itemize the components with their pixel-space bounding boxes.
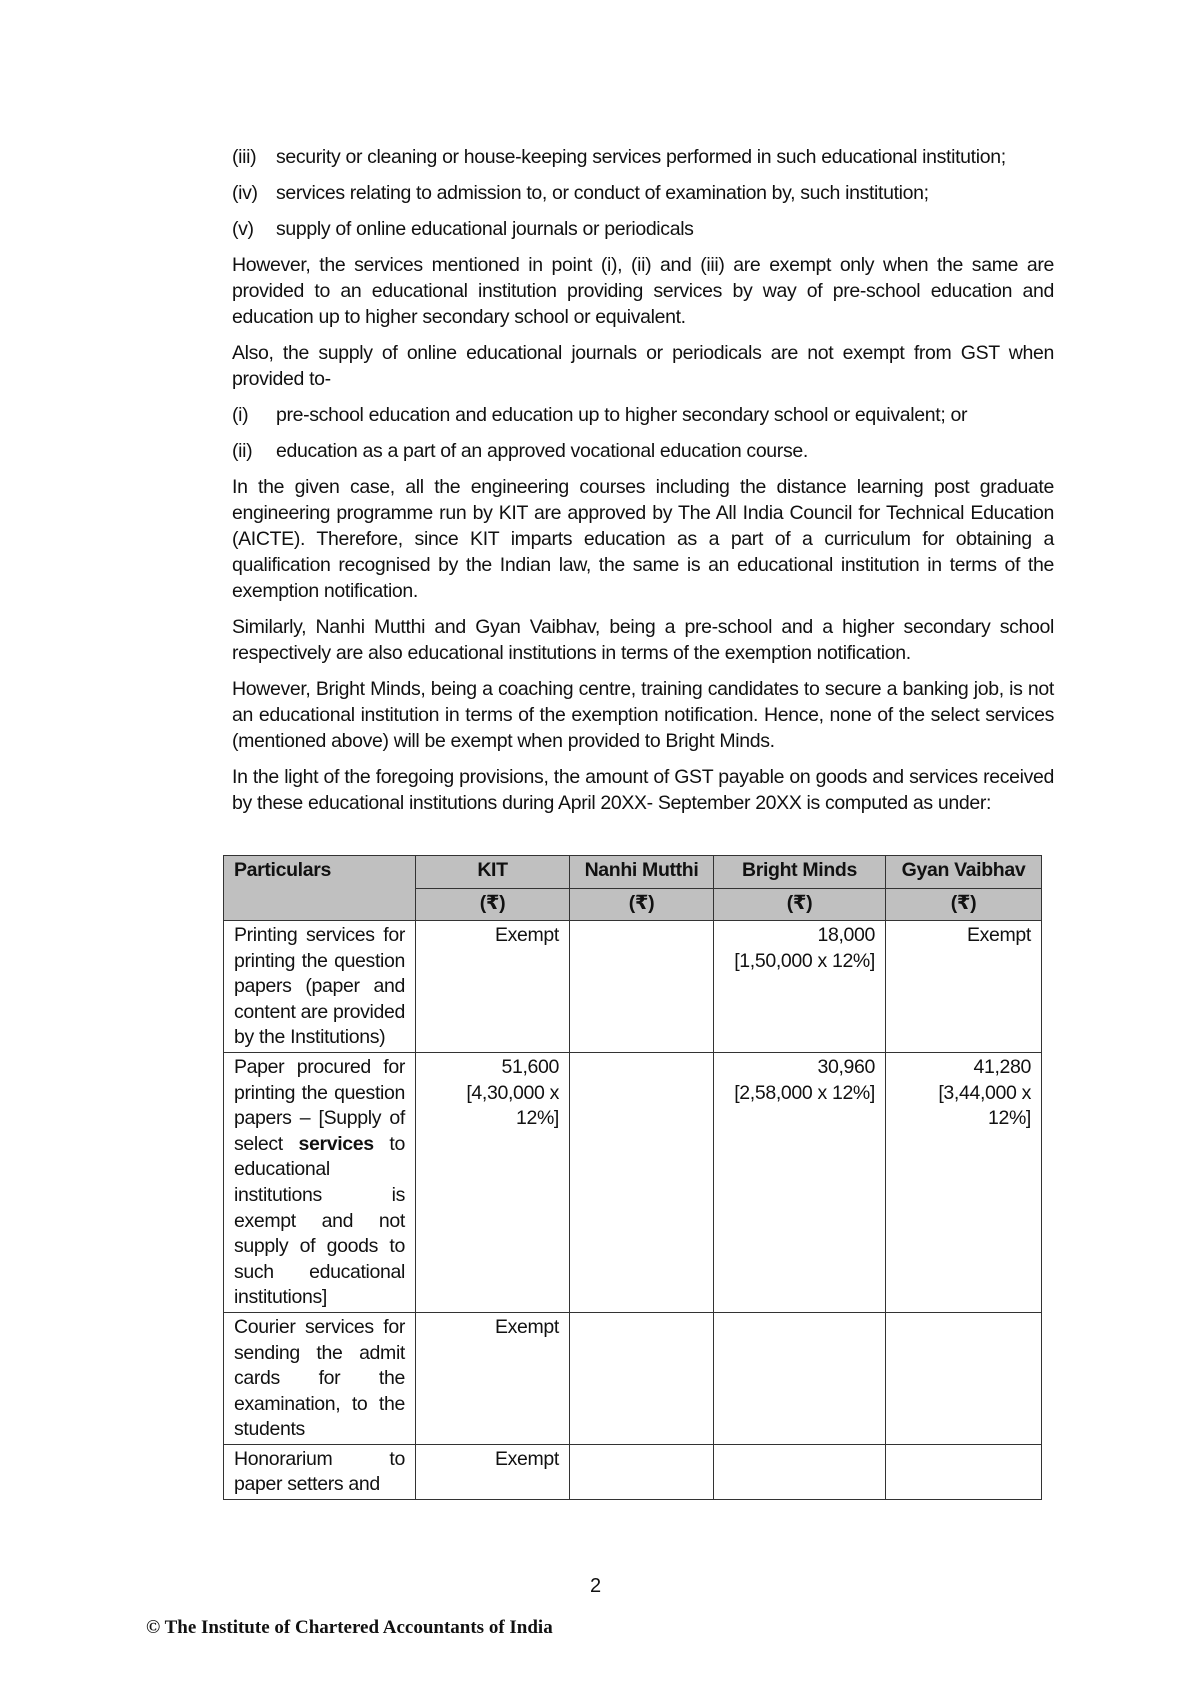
kit-cell [416, 1444, 570, 1499]
list-item [232, 438, 1054, 464]
gyan-cell [886, 1444, 1042, 1499]
list-number: (iv) [232, 182, 258, 204]
gyan-value: Exempt [966, 924, 1031, 946]
unit-label: (₹) [886, 889, 1042, 921]
footer-copyright: © The Institute of Chartered Accountants of India [146, 1617, 553, 1638]
kit-cell [416, 1052, 570, 1312]
kit-cell [416, 1312, 570, 1444]
nanhi-cell [570, 1312, 714, 1444]
paragraph-kit: In the given case, all the engineering courses including the distance learning post graduate engineering programme run by KIT are approved by The All India Council for Technical Education (AICTE). Therefore, since KIT imparts education as a part of a curriculum for obtaining a qualification recognised by the Indian law, the same is an educational institution in terms of the exemption notification. [232, 476, 1054, 602]
particulars-cell: Courier services for sending the admit cards for the examination, to the students [224, 1312, 416, 1444]
list-number: (ii) [232, 440, 253, 462]
list-text: pre-school education and education up to higher secondary school or equivalent; or [276, 404, 968, 426]
paragraph-journals: Also, the supply of online educational journals or periodicals are not exempt from GST when provided to- [232, 342, 1054, 390]
gyan-cell [886, 921, 1042, 1053]
bright-cell [714, 1052, 886, 1312]
particulars-cell: Printing services for printing the question papers (paper and content are provided by the Institutions) [224, 921, 416, 1053]
table-row [224, 1444, 1042, 1499]
kit-cell [416, 921, 570, 1053]
document-body [232, 144, 1054, 826]
unit-label: (₹) [416, 889, 570, 921]
list-item [232, 144, 1054, 170]
list-item [232, 180, 1054, 206]
list-item [232, 216, 1054, 242]
gyan-cell [886, 1312, 1042, 1444]
bright-calculation: [2,58,000 x 12%] [734, 1081, 875, 1104]
nanhi-cell [570, 1052, 714, 1312]
particulars-text: to educational institutions is exempt and not supply of goods to such educational institutions] [234, 1132, 405, 1309]
list-number: (v) [232, 218, 254, 240]
particulars-emphasis: services [298, 1132, 374, 1155]
particulars-cell [224, 1052, 416, 1312]
list-text: education as a part of an approved vocational education course. [276, 440, 808, 462]
bright-value: 30,960 [817, 1055, 875, 1078]
header-bright-minds: Bright Minds [714, 856, 886, 889]
table-row [224, 1052, 1042, 1312]
page-number: 2 [589, 1575, 602, 1597]
paragraph-bright-minds: However, Bright Minds, being a coaching centre, training candidates to secure a banking job, is not an educational institution in terms of the exemption notification. Hence, none of the select services (mentioned above) will be exempt when provided to Bright Minds. [232, 678, 1054, 752]
list-text: security or cleaning or house-keeping services performed in such educational institution; [276, 146, 1006, 168]
particulars-cell: Honorarium to paper setters and [224, 1444, 416, 1499]
bright-calculation: [1,50,000 x 12%] [734, 949, 875, 972]
header-gyan-vaibhav: Gyan Vaibhav [886, 856, 1042, 889]
particulars-text: Paper procured for printing the question papers – [Supply of select [234, 1055, 405, 1155]
paragraph-nanhi-gyan: Similarly, Nanhi Mutthi and Gyan Vaibhav, being a pre-school and a higher secondary school respectively are also educational institutions in terms of the exemption notification. [232, 616, 1054, 664]
unit-label: (₹) [570, 889, 714, 921]
kit-value: Exempt [494, 924, 559, 946]
header-kit: KIT [416, 856, 570, 889]
list-number: (i) [232, 404, 249, 426]
kit-calculation: [4,30,000 x 12%] [466, 1081, 559, 1130]
paragraph-exemption-condition: However, the services mentioned in point (i), (ii) and (iii) are exempt only when the same are provided to an educational institution providing services by way of pre-school education and education up to higher secondary school or equivalent. [232, 254, 1054, 328]
list-text: services relating to admission to, or conduct of examination by, such institution; [276, 182, 929, 204]
kit-value: 51,600 [501, 1055, 559, 1078]
nanhi-cell [570, 1444, 714, 1499]
gyan-value: 41,280 [973, 1055, 1031, 1078]
gst-computation-table [223, 855, 1042, 1500]
nanhi-cell [570, 921, 714, 1053]
header-particulars: Particulars [224, 856, 416, 921]
gyan-calculation: [3,44,000 x 12%] [938, 1081, 1031, 1130]
table-row [224, 1312, 1042, 1444]
table-row [224, 921, 1042, 1053]
bright-cell [714, 921, 886, 1053]
bright-value: 18,000 [817, 924, 875, 946]
unit-label: (₹) [714, 889, 886, 921]
list-item [232, 402, 1054, 428]
list-number: (iii) [232, 146, 257, 168]
gyan-cell [886, 1052, 1042, 1312]
bright-cell [714, 1444, 886, 1499]
kit-value: Exempt [494, 1447, 559, 1470]
paragraph-computation-intro: In the light of the foregoing provisions, the amount of GST payable on goods and services received by these educational institutions during April 20XX- September 20XX is computed as under: [232, 766, 1054, 814]
list-text: supply of online educational journals or periodicals [276, 218, 694, 240]
header-nanhi-mutthi: Nanhi Mutthi [570, 856, 714, 889]
kit-value: Exempt [494, 1315, 559, 1338]
table-header-row [224, 856, 1042, 889]
bright-cell [714, 1312, 886, 1444]
